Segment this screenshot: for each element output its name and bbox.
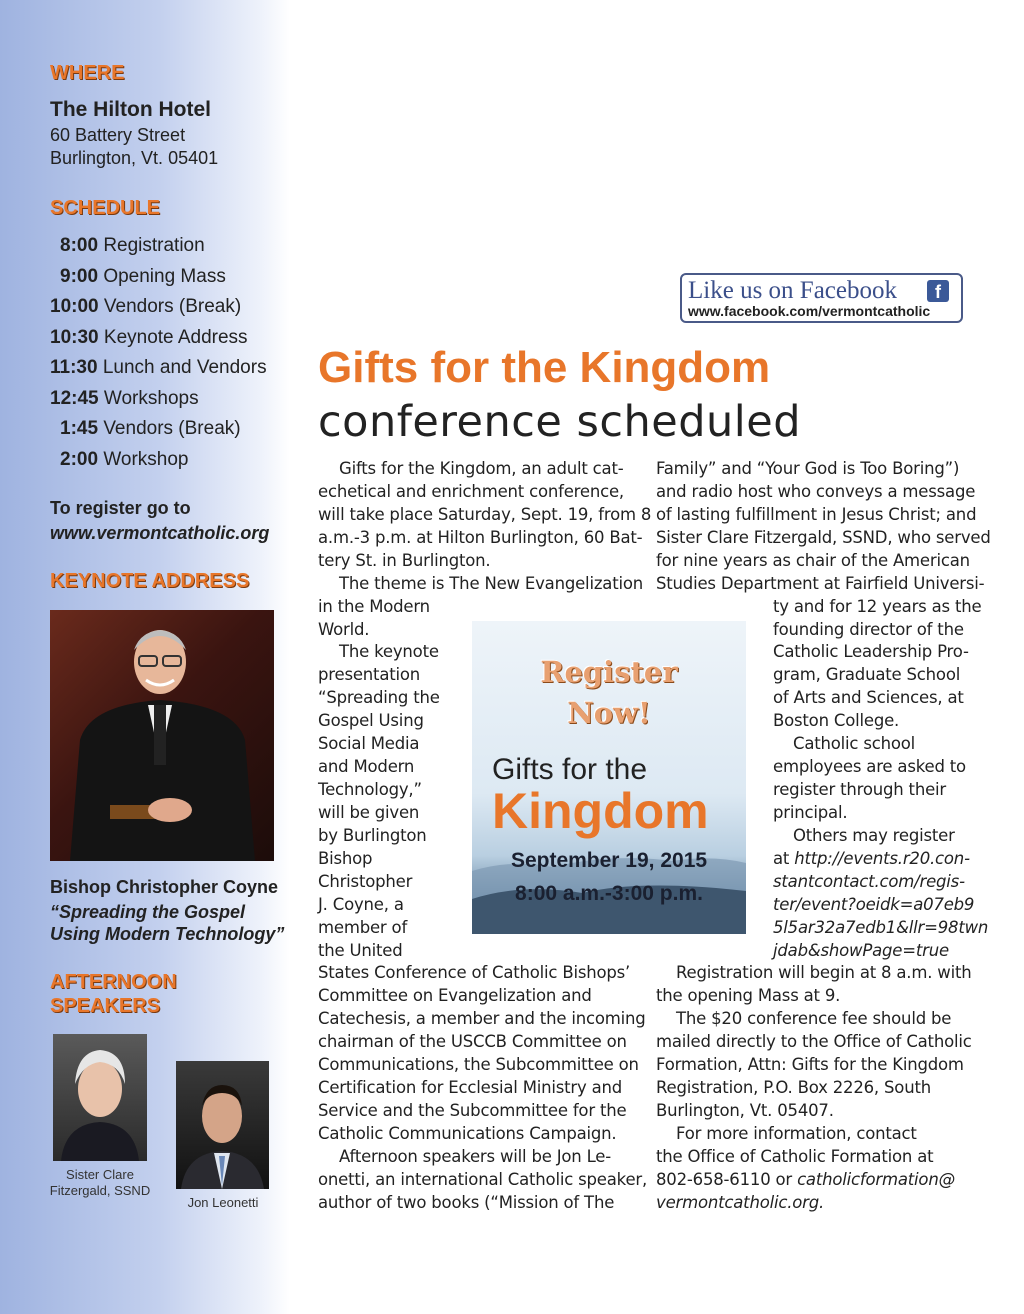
article-line: Catechesis, a member and the incoming <box>318 1009 646 1029</box>
schedule-row <box>50 388 199 410</box>
article-line: mailed directly to the Office of Catholic <box>656 1032 972 1052</box>
facebook-url[interactable]: www.facebook.com/vermontcatholic <box>688 303 931 319</box>
headline-line2: conference scheduled <box>318 397 801 447</box>
article-line: Bishop <box>318 848 373 868</box>
schedule-row <box>50 327 248 349</box>
ad-date: September 19, 2015 <box>510 849 708 872</box>
article-line: Gifts for the Kingdom, an adult cat- <box>339 459 624 478</box>
article-line: Afternoon speakers will be Jon Le- <box>339 1146 611 1166</box>
article-line: by Burlington <box>318 825 427 845</box>
article-line: echetical and enrichment conference, <box>318 481 624 501</box>
article-line: Catholic school <box>793 734 916 754</box>
registration-link[interactable]: http://events.r20.con- <box>794 848 970 868</box>
article-line: ty and for 12 years as the <box>773 596 982 616</box>
ad-time: 8:00 a.m.-3:00 p.m. <box>515 882 703 905</box>
jon-leonetti-portrait-graphic <box>176 1061 269 1189</box>
article-line: Registration will begin at 8 a.m. with <box>676 963 972 983</box>
article-line[interactable]: jdab&showPage=true <box>773 940 949 960</box>
article-line: presentation <box>318 665 421 685</box>
article-line: Family” and “Your God is Too Boring”) <box>656 459 960 478</box>
ad-gifts: Gifts for the <box>492 753 648 786</box>
article-line: Committee on Evangelization and <box>318 986 592 1006</box>
article-line: Christopher <box>318 871 413 891</box>
article-line: For more information, contact <box>676 1123 917 1143</box>
article-line: for nine years as chair of the American <box>656 550 970 570</box>
article-line: onetti, an international Catholic speaker, <box>318 1169 648 1189</box>
article-line: chairman of the USCCB Committee on <box>318 1032 627 1052</box>
article-line: Catholic Leadership Pro- <box>773 642 969 662</box>
keynote-heading: KEYNOTE ADDRESS <box>50 570 250 592</box>
schedule-event: Opening Mass <box>103 266 226 287</box>
schedule-event: Lunch and Vendors <box>102 357 267 378</box>
keynote-name: Bishop Christopher Coyne <box>50 877 279 897</box>
article-line: “Spreading the <box>318 688 440 708</box>
schedule-event: Workshops <box>103 388 199 409</box>
article-line: Studies Department at Fairfield Universi- <box>656 573 985 593</box>
article-line: of Arts and Sciences, at <box>773 688 964 708</box>
schedule-time: 1:45 <box>60 418 99 439</box>
schedule-row <box>60 418 241 440</box>
speaker1-caption-line1: Sister Clare <box>66 1167 134 1182</box>
article-line: gram, Graduate School <box>773 665 961 685</box>
speaker1-caption-line2: Fitzergald, SSND <box>49 1183 151 1198</box>
schedule-event: Registration <box>103 235 205 256</box>
speaker2-caption: Jon Leonetti <box>187 1195 259 1210</box>
schedule-time: 9:00 <box>60 266 99 287</box>
schedule-time: 10:30 <box>50 327 99 348</box>
article-line: The theme is The New Evangelization <box>339 573 644 593</box>
schedule-row <box>50 357 267 379</box>
sister-clare-portrait-graphic <box>53 1034 147 1161</box>
article-line[interactable]: 5l5ar32a7edb1&llr=98twn <box>773 917 989 937</box>
article-line[interactable]: vermontcatholic.org. <box>656 1192 825 1212</box>
article-line: Others may register <box>793 825 955 845</box>
article-line: J. Coyne, a <box>318 894 404 914</box>
article-line: Catholic Communications Campaign. <box>318 1123 617 1143</box>
article-line: a.m.-3 p.m. at Hilton Burlington, 60 Bat- <box>318 527 643 547</box>
schedule-heading: SCHEDULE <box>50 197 161 219</box>
article-line[interactable]: at http://events.r20.con- <box>773 848 970 868</box>
register-url[interactable]: www.vermontcatholic.org <box>50 523 270 543</box>
article-line: Registration, P.O. Box 2226, South <box>656 1078 931 1098</box>
article-line: Service and the Subcommittee for the <box>318 1101 627 1121</box>
facebook-box[interactable] <box>680 273 963 323</box>
where-heading: WHERE <box>50 62 125 84</box>
schedule-event: Vendors (Break) <box>103 296 242 317</box>
hotel-name: The Hilton Hotel <box>50 98 211 121</box>
schedule-row <box>60 266 226 288</box>
article-line: Technology,” <box>318 780 422 800</box>
sister-clare-photo <box>53 1034 147 1161</box>
article-line[interactable]: ter/event?oeidk=a07eb9 <box>773 894 975 914</box>
article-line: Formation, Attn: Gifts for the Kingdom <box>656 1055 964 1075</box>
ad-register-line1: Register <box>540 655 678 689</box>
article-line: employees are asked to <box>773 757 966 777</box>
article-line: author of two books (“Mission of The <box>318 1192 615 1212</box>
schedule-row <box>60 235 205 257</box>
register-ad[interactable] <box>472 621 746 934</box>
article-line: World. <box>318 619 370 639</box>
article-line: Communications, the Subcommittee on <box>318 1055 639 1075</box>
article-line: principal. <box>773 802 848 822</box>
article-line: founding director of the <box>773 619 964 639</box>
article-line: Boston College. <box>773 711 900 731</box>
address-line1: 60 Battery Street <box>50 125 186 145</box>
ad-kingdom: Kingdom <box>492 783 709 839</box>
jon-leonetti-photo <box>176 1061 269 1189</box>
article-line: in the Modern <box>318 596 430 616</box>
article-line: and Modern <box>318 757 415 777</box>
headline-line1: Gifts for the Kingdom <box>318 343 771 392</box>
article-line[interactable]: 802-658-6110 or catholicformation@ <box>656 1169 955 1189</box>
keynote-title-line1: “Spreading the Gospel <box>50 902 246 922</box>
schedule-time: 8:00 <box>60 235 99 256</box>
article-line: will be given <box>318 802 420 822</box>
article-line: member of <box>318 917 408 937</box>
article-line: Sister Clare Fitzergald, SSND, who served <box>656 527 991 547</box>
register-label: To register go to <box>50 498 191 518</box>
schedule-time: 10:00 <box>50 296 99 317</box>
article-line: Burlington, Vt. 05407. <box>656 1101 834 1121</box>
article-line: the opening Mass at 9. <box>656 986 841 1006</box>
schedule-time: 11:30 <box>50 357 98 378</box>
article-line: The keynote <box>339 642 439 662</box>
afternoon-heading-line2: SPEAKERS <box>50 995 161 1017</box>
schedule-row <box>50 296 241 318</box>
article-line: States Conference of Catholic Bishops’ <box>318 963 631 983</box>
schedule-time: 12:45 <box>50 388 99 409</box>
article-line: The $20 conference fee should be <box>676 1009 952 1029</box>
article-line: Certification for Ecclesial Ministry and <box>318 1078 623 1098</box>
article-line: tery St. in Burlington. <box>318 550 491 570</box>
article-line: and radio host who conveys a message <box>656 481 976 501</box>
article-line: of lasting fulfillment in Jesus Christ; and <box>656 504 977 524</box>
article-line: Social Media <box>318 734 420 754</box>
keynote-title-line2: Using Modern Technology” <box>50 924 285 944</box>
bishop-photo <box>50 610 274 861</box>
schedule-event: Vendors (Break) <box>103 418 241 439</box>
address-line2: Burlington, Vt. 05401 <box>50 148 219 168</box>
facebook-title: Like us on Facebook <box>688 277 897 304</box>
email-link[interactable]: catholicformation@ <box>797 1169 955 1189</box>
schedule-time: 2:00 <box>60 449 99 470</box>
article-line: the United <box>318 940 403 960</box>
article-line: register through their <box>773 780 946 800</box>
ad-register-line2: Now! <box>567 696 651 730</box>
speaker1-caption <box>40 1167 160 1199</box>
article-line: Gospel Using <box>318 711 424 731</box>
article-line: will take place Saturday, Sept. 19, from 8 <box>318 504 652 524</box>
article-line: the Office of Catholic Formation at <box>656 1146 934 1166</box>
afternoon-heading-line1: AFTERNOON <box>50 971 177 993</box>
bishop-portrait-graphic <box>50 610 274 861</box>
schedule-event: Workshop <box>103 449 189 470</box>
schedule-row <box>60 449 189 471</box>
facebook-icon: f <box>927 280 949 302</box>
article-line[interactable]: stantcontact.com/regis- <box>773 871 965 891</box>
schedule-event: Keynote Address <box>103 327 248 348</box>
